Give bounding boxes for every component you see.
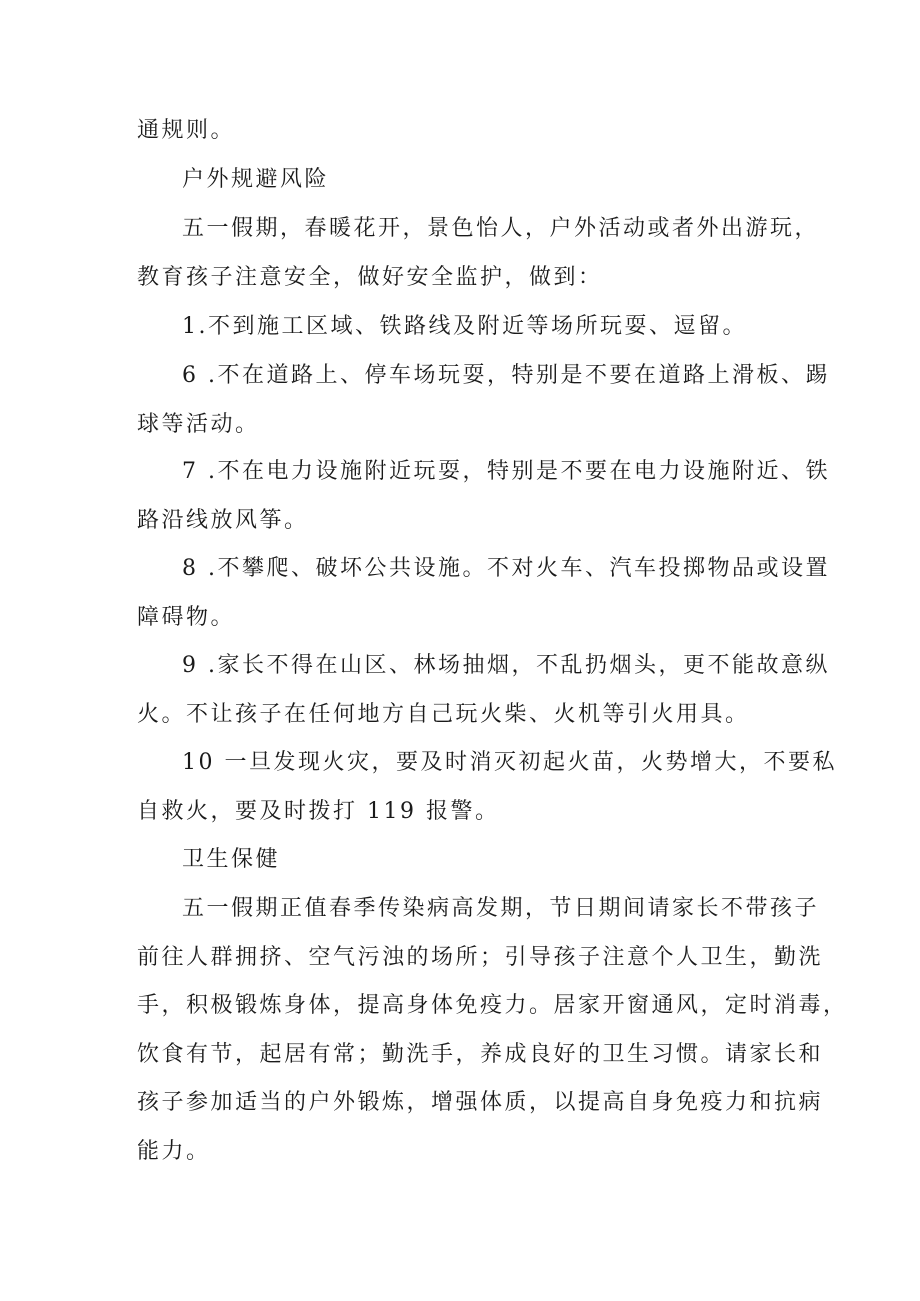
text-line: 五一假期正值春季传染病高发期，节日期间请家长不带孩子 <box>182 896 820 921</box>
text-line: 孩子参加适当的户外锻炼，增强体质，以提高自身免疫力和抗病 <box>137 1090 824 1115</box>
text-line: 自救火，要及时拨打 119 报警。 <box>137 799 500 824</box>
text-line: 前往人群拥挤、空气污浊的场所；引导孩子注意个人卫生，勤洗 <box>137 945 824 970</box>
text-line: 饮食有节，起居有常；勤洗手，养成良好的卫生习惯。请家长和 <box>137 1042 824 1067</box>
list-item: 8 .不攀爬、破坏公共设施。不对火车、汽车投掷物品或设置 <box>182 556 830 581</box>
text-line: 火。不让孩子在任何地方自己玩火柴、火机等引火用具。 <box>137 702 750 727</box>
text-line: 手，积极锻炼身体，提高身体免疫力。居家开窗通风，定时消毒， <box>137 993 848 1018</box>
text-line: 教育孩子注意安全，做好安全监护，做到： <box>137 265 603 290</box>
text-line: 五一假期，春暖花开，景色怡人，户外活动或者外出游玩， <box>182 216 820 241</box>
list-item: 1.不到施工区域、铁路线及附近等场所玩耍、逗留。 <box>182 314 747 339</box>
section-heading: 卫生保健 <box>182 847 281 872</box>
list-item: 6 .不在道路上、停车场玩耍，特别是不要在道路上滑板、踢 <box>182 363 830 388</box>
text-line: 障碍物。 <box>137 605 236 630</box>
text-line: 路沿线放风筝。 <box>137 508 309 533</box>
text-line: 能力。 <box>137 1139 211 1164</box>
section-heading: 户外规避风险 <box>182 167 330 192</box>
text-line: 球等活动。 <box>137 412 260 437</box>
list-item: 10 一旦发现火灾，要及时消灭初起火苗，火势增大，不要私 <box>182 750 837 775</box>
text-line: 通规则。 <box>137 118 236 143</box>
list-item: 7 .不在电力设施附近玩耍，特别是不要在电力设施附近、铁 <box>182 459 830 484</box>
list-item: 9 .家长不得在山区、林场抽烟，不乱扔烟头，更不能故意纵 <box>182 653 830 678</box>
